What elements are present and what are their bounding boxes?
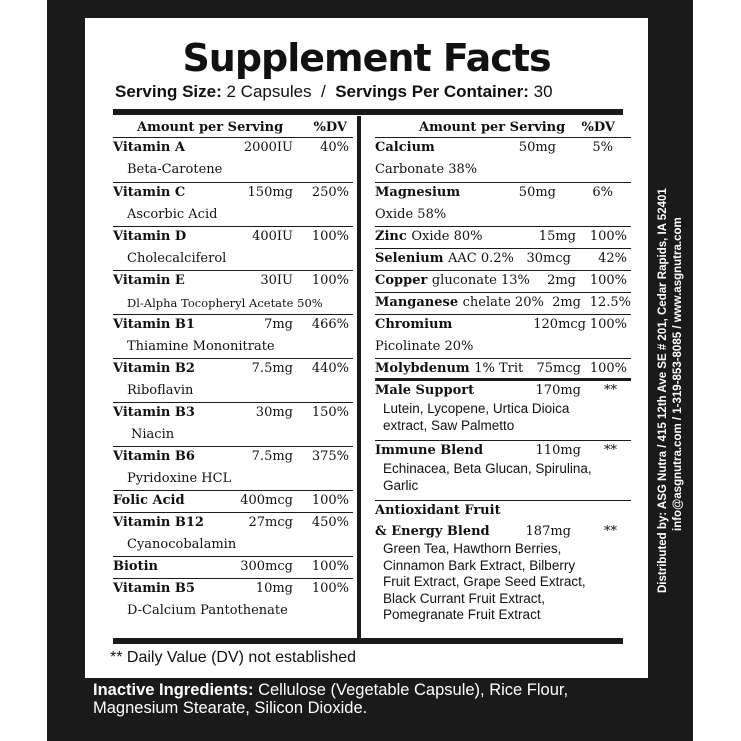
nutrient-amount: 400IU: [252, 229, 293, 244]
nutrient-amount: 10mg: [255, 581, 293, 596]
nutrient-name: Vitamin B6: [113, 449, 195, 464]
blend-ingredients-line: Echinacea, Beta Glucan, Spirulina,: [383, 461, 592, 476]
nutrient-row-vitamin-b3: [113, 403, 353, 447]
nutrient-name: Vitamin B3: [113, 405, 195, 420]
nutrient-name: [375, 273, 530, 288]
blend-ingredients-line: Cinnamon Bark Extract, Bilberry: [383, 557, 576, 573]
nutrient-name-main: Copper: [375, 273, 428, 288]
distributor-text: [656, 83, 686, 593]
dv-footnote: ** Daily Value (DV) not established: [110, 649, 357, 666]
nutrient-name-main: Manganese: [375, 295, 459, 310]
inactive-line-2: Magnesium Stearate, Silicon Dioxide.: [93, 699, 368, 717]
nutrient-row-zinc: [375, 227, 631, 249]
nutrient-amount: 2mg: [547, 273, 576, 288]
blend-ingredients-line: Pomegranate Fruit Extract: [383, 607, 541, 622]
nutrient-row-vitamin-d: [113, 227, 353, 271]
nutrient-amount: 2mg: [552, 295, 581, 310]
nutrient-name: Vitamin B2: [113, 361, 195, 376]
nutrient-name: [375, 229, 483, 244]
serving-info: [115, 82, 553, 102]
nutrient-form: chelate 20%: [462, 295, 544, 310]
nutrient-amount: 75mcg: [536, 361, 581, 376]
nutrient-dv: 250%: [311, 185, 349, 200]
nutrient-amount: 30mcg: [526, 251, 571, 266]
blend-dv: **: [604, 383, 617, 398]
right-column-header: [375, 118, 631, 138]
nutrient-amount: 300mcg: [240, 559, 293, 574]
nutrient-dv: 100%: [311, 493, 349, 508]
nutrient-dv: 440%: [311, 361, 349, 376]
nutrient-name: Magnesium: [375, 185, 461, 200]
distributor-line-2: info@asgnutra.com / 1-319-853-8085 / www.asgnutra.com: [672, 217, 684, 531]
dv-header: %DV: [581, 120, 615, 135]
nutrient-row-vitamin-b12: [113, 513, 353, 557]
nutrient-form: gluconate 13%: [431, 273, 530, 288]
nutrient-dv: 100%: [589, 273, 627, 288]
blend-dv: **: [604, 524, 617, 539]
nutrient-name: Vitamin A: [113, 140, 185, 155]
nutrient-name: Vitamin D: [113, 229, 187, 244]
nutrient-row-molybdenum: [375, 359, 631, 381]
nutrient-source: Pyridoxine HCL: [127, 471, 232, 486]
nutrient-row-magnesium: [375, 183, 631, 227]
nutrient-dv: 40%: [320, 140, 349, 155]
nutrient-source: Thiamine Mononitrate: [127, 339, 275, 354]
nutrient-name: Vitamin B1: [113, 317, 195, 332]
serving-size-label: Serving Size:: [115, 82, 222, 101]
serving-size-value: 2 Capsules: [226, 82, 312, 101]
nutrient-name: [375, 295, 544, 310]
left-column-header: [113, 118, 353, 138]
inactive-line-1: Cellulose (Vegetable Capsule), Rice Flour,: [258, 681, 569, 699]
nutrient-row-chromium: [375, 315, 631, 359]
nutrient-row-vitamin-b5: [113, 579, 353, 623]
inactive-label: Inactive Ingredients:: [93, 681, 254, 699]
dv-header: %DV: [313, 120, 347, 135]
distributor-line-1: Distributed by: ASG Nutra / 415 12th Ave SE # 201, Cedar Rapids, IA 52401: [657, 188, 669, 593]
amount-header: Amount per Serving: [419, 120, 566, 135]
nutrient-row-vitamin-b2: [113, 359, 353, 403]
bottom-thick-rule: [113, 638, 623, 644]
nutrient-form: AAC 0.2%: [448, 251, 514, 266]
nutrient-dv: 375%: [311, 449, 349, 464]
blend-name: Immune Blend: [375, 443, 484, 458]
nutrient-amount: 120mcg: [533, 317, 586, 332]
blend-ingredients-line: Lutein, Lycopene, Urtica Dioica: [383, 401, 570, 416]
nutrient-dv: 450%: [311, 515, 349, 530]
nutrient-name: Vitamin E: [113, 273, 185, 288]
servings-per-container-label: Servings Per Container:: [335, 82, 529, 101]
inactive-ingredients: [47, 681, 693, 717]
blend-amount: 170mg: [535, 383, 581, 398]
left-nutrient-column: [113, 118, 353, 623]
nutrient-amount: 7.5mg: [251, 361, 293, 376]
nutrient-amount: 50mg: [518, 185, 556, 200]
nutrient-row-biotin: [113, 557, 353, 579]
nutrient-name: Calcium: [375, 140, 435, 155]
nutrient-dv: 42%: [598, 251, 627, 266]
amount-header: Amount per Serving: [137, 120, 284, 135]
nutrient-dv: 100%: [589, 229, 627, 244]
nutrient-dv: 100%: [311, 581, 349, 596]
blend-ingredients-line: Black Currant Fruit Extract,: [383, 590, 546, 606]
nutrient-dv: 6%: [592, 185, 613, 200]
nutrient-row-vitamin-a: [113, 138, 353, 183]
nutrient-row-vitamin-e: [113, 271, 353, 315]
blend-amount: 187mg: [525, 524, 571, 539]
nutrient-amount: 400mcg: [240, 493, 293, 508]
nutrient-row-copper: [375, 271, 631, 293]
nutrient-amount: 2000IU: [243, 140, 293, 155]
nutrient-row-selenium: [375, 249, 631, 271]
nutrient-dv: 466%: [311, 317, 349, 332]
nutrient-amount: 30mg: [255, 405, 293, 420]
panel-title: Supplement Facts: [182, 36, 551, 80]
top-thick-rule: [113, 109, 623, 115]
nutrient-dv: 100%: [589, 361, 627, 376]
blend-ingredients-line: Fruit Extract, Grape Seed Extract,: [383, 574, 586, 589]
blend-row-antioxidant-energy: [375, 501, 631, 621]
nutrient-dv: 150%: [311, 405, 349, 420]
nutrient-row-vitamin-c: [113, 183, 353, 227]
blend-ingredients: [383, 461, 592, 494]
column-divider: [357, 116, 361, 638]
nutrient-name: Folic Acid: [113, 493, 185, 508]
right-nutrient-column: [375, 118, 631, 621]
supplement-facts-panel: [85, 18, 648, 678]
nutrient-name: [375, 361, 523, 376]
nutrient-amount: 7.5mg: [251, 449, 293, 464]
nutrient-row-vitamin-b1: [113, 315, 353, 359]
nutrient-source: Riboflavin: [127, 383, 194, 398]
nutrient-amount: 15mg: [538, 229, 576, 244]
nutrient-source: Beta-Carotene: [127, 162, 223, 177]
nutrient-name: Vitamin B5: [113, 581, 195, 596]
blend-name: & Energy Blend: [375, 524, 490, 539]
servings-per-container-value: 30: [533, 82, 553, 101]
blend-ingredients: [383, 541, 586, 624]
nutrient-row-manganese: [375, 293, 631, 315]
nutrient-amount: 50mg: [518, 140, 556, 155]
nutrient-name: Chromium: [375, 317, 453, 332]
blend-name-line1: Antioxidant Fruit: [375, 503, 501, 518]
nutrient-dv: 100%: [589, 317, 627, 332]
nutrient-source: Cholecalciferol: [127, 251, 227, 266]
nutrient-form: 1% Trit: [474, 361, 524, 376]
nutrient-name-main: Zinc: [375, 229, 407, 244]
nutrient-amount: 7mg: [264, 317, 293, 332]
nutrient-amount: 150mg: [247, 185, 293, 200]
nutrient-name-main: Selenium: [375, 251, 444, 266]
nutrient-amount: 30IU: [260, 273, 293, 288]
blend-dv: **: [604, 443, 617, 458]
nutrient-source: Niacin: [131, 427, 175, 442]
nutrient-source: Cyanocobalamin: [127, 537, 237, 552]
nutrient-name-main: Molybdenum: [375, 361, 470, 376]
distributor-info: [653, 83, 689, 593]
nutrient-name: Biotin: [113, 559, 158, 574]
blend-row-immune-blend: [375, 441, 631, 501]
blend-amount: 110mg: [535, 443, 581, 458]
nutrient-dv: 100%: [311, 273, 349, 288]
nutrient-row-vitamin-b6: [113, 447, 353, 491]
blend-ingredients: [383, 401, 569, 434]
blend-row-male-support: [375, 381, 631, 441]
nutrient-source: Ascorbic Acid: [127, 207, 218, 222]
blend-ingredients-line: Garlic: [383, 477, 419, 493]
nutrient-name: [375, 251, 514, 266]
nutrient-source: Oxide 58%: [375, 207, 447, 222]
nutrient-source: Dl-Alpha Tocopheryl Acetate 50%: [127, 296, 323, 310]
nutrient-dv: 12.5%: [589, 295, 631, 310]
nutrient-dv: 100%: [311, 229, 349, 244]
nutrient-form: Oxide 80%: [411, 229, 483, 244]
nutrient-source: D-Calcium Pantothenate: [127, 603, 288, 618]
nutrient-source: Carbonate 38%: [375, 162, 478, 177]
blend-ingredients-line: Green Tea, Hawthorn Berries,: [383, 541, 562, 556]
nutrient-dv: 100%: [311, 559, 349, 574]
nutrient-row-folic-acid: [113, 491, 353, 513]
nutrient-amount: 27mcg: [248, 515, 293, 530]
nutrient-name: Vitamin C: [113, 185, 186, 200]
nutrient-dv: 5%: [592, 140, 613, 155]
serving-separator: /: [321, 82, 326, 101]
blend-ingredients-line: extract, Saw Palmetto: [383, 417, 515, 433]
nutrient-name: Vitamin B12: [113, 515, 204, 530]
nutrient-source: Picolinate 20%: [375, 339, 474, 354]
nutrient-row-calcium: [375, 138, 631, 183]
blend-name: Male Support: [375, 383, 475, 398]
